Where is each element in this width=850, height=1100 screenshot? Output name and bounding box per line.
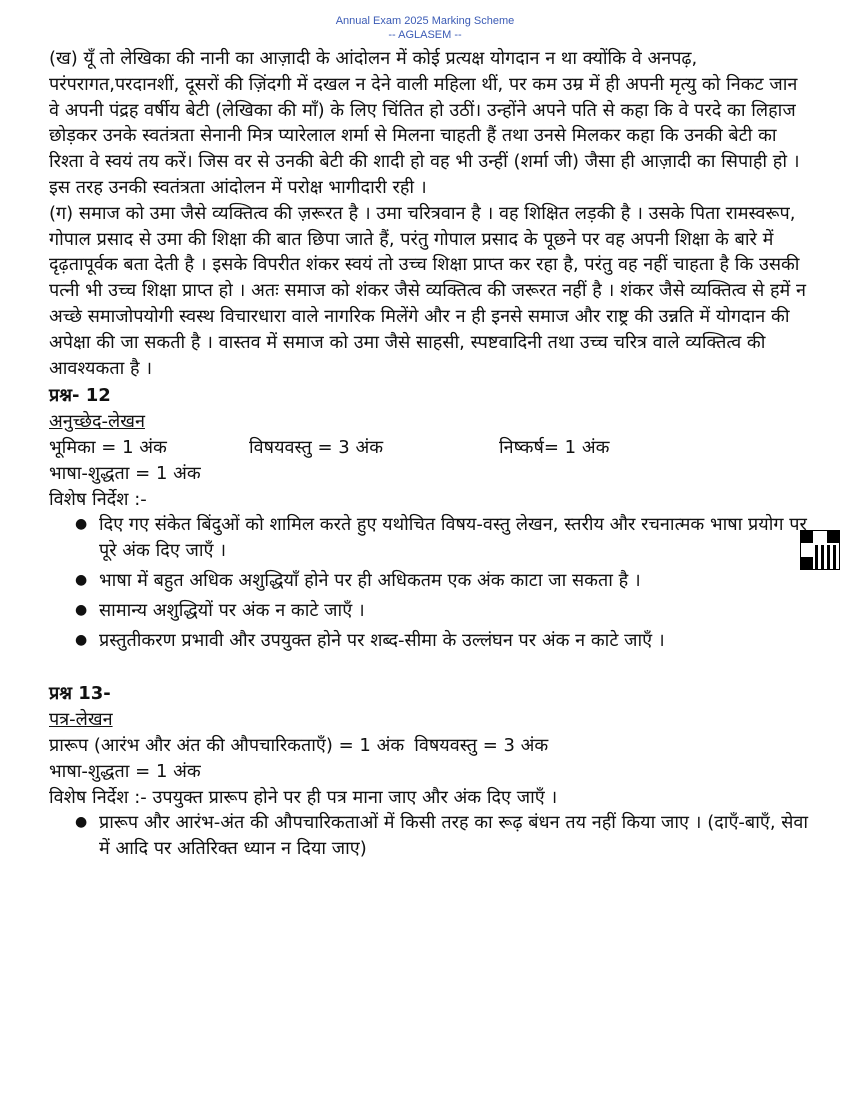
q12-marks-row [49, 435, 811, 461]
answer-ga: (ग) समाज को उमा जैसे व्यक्तित्व की ज़रूरत है । उमा चरित्रवान है । वह शिक्षित लड़की है । उसके पिता रामस्वरूप, गोपाल प्रसाद से उमा की शिक्षा की बात छिपा जाते हैं, परंतु गोपाल प्रसाद के पूछने पर वह अपनी शिक्षा के बारे में दृढ़तापूर्वक बता देती है । इसके विपरीत शंकर स्वयं तो उच्च शिक्षा प्राप्त कर रहा है, परंतु वह नहीं चाहता है कि उसकी पत्नी भी उच्च शिक्षा प्राप्त हो । अतः समाज को शंकर जैसे व्यक्तित्व की जरूरत नहीं है । शंकर जैसे व्यक्तित्व से हमें न अच्छे समाजोपयोगी स्वस्थ विचारधारा वाले नागरिक मिलेंगे और न ही इनसे समाज और राष्ट्र की उन्नति में योगदान की अपेक्षा की जा सकती है । वास्तव में समाज को उमा जैसे साहसी, स्पष्टवादिनी तथा उच्च चरित्र वाले व्यक्तित्व की आवश्यकता है । [49, 202, 807, 379]
q13-subheading: पत्र-लेखन [49, 709, 113, 731]
q12-marks-language: भाषा-शुद्धता = 1 अंक [49, 462, 201, 484]
page-header [0, 14, 850, 42]
q13-marks-content: विषयवस्तु = 3 अंक [414, 734, 549, 756]
q12-marks-conclusion: निष्कर्ष= 1 अंक [499, 436, 610, 458]
q12-special-label: विशेष निर्देश :- [49, 488, 147, 510]
list-item: ● दिए गए संकेत बिंदुओं को शामिल करते हुए यथोचित विषय-वस्तु लेखन, स्तरीय और रचनात्मक भाषा प्रयोग पर पूरे अंक दिए जाएँ । [99, 512, 811, 564]
q12-marks-intro: भूमिका = 1 अंक [49, 436, 167, 458]
list-item: ● प्रस्तुतीकरण प्रभावी और उपयुक्त होने पर शब्द-सीमा के उल्लंघन पर अंक न काटे जाएँ । [99, 628, 811, 654]
q12-marks-content: विषयवस्तु = 3 अंक [249, 436, 384, 458]
q12-heading: प्रश्न- 12 [49, 385, 111, 407]
list-item: ● सामान्य अशुद्धियों पर अंक न काटे जाएँ । [99, 598, 811, 624]
q13-special: विशेष निर्देश :- उपयुक्त प्रारूप होने पर ही पत्र माना जाए और अंक दिए जाएँ । [49, 786, 558, 808]
header-title: Annual Exam 2025 Marking Scheme [335, 15, 515, 27]
q13-marks-language: भाषा-शुद्धता = 1 अंक [49, 760, 201, 782]
list-item: ● भाषा में बहुत अधिक अशुद्धियाँ होने पर ही अधिकतम एक अंक काटा जा सकता है । [99, 568, 811, 594]
list-item: ● प्रारूप और आरंभ-अंत की औपचारिकताओं में किसी तरह का रूढ़ बंधन तय नहीं किया जाए । (दाएँ-बाएँ, सेवा में आदि पर अतिरिक्त ध्यान न दिया जाए) [99, 810, 811, 862]
q12-subheading: अनुच्छेद-लेखन [49, 411, 145, 433]
q12-bullet-list [49, 512, 811, 653]
q13-bullet-list [49, 810, 811, 862]
document-body [49, 46, 811, 866]
q13-heading: प्रश्न 13- [49, 683, 111, 705]
answer-kha: (ख) यूँ तो लेखिका की नानी का आज़ादी के आंदोलन में कोई प्रत्यक्ष योगदान न था क्योंकि वे अनपढ़, परंपरागत,परदानशीं, दूसरों की ज़िंदगी में दखल न देने वाली महिला थीं, पर कम उम्र में ही अपनी मृत्यु को निकट जान वे अपनी पंद्रह वर्षीय बेटी (लेखिका की माँ) के लिए चिंतित हो उठीं। उन्होंने अपने पति से कहा कि वे परदे का लिहाज छोड़कर उनके स्वतंत्रता सेनानी मित्र प्यारेलाल शर्मा से मिलना चाहती हैं तथा उनसे मिलकर कहा कि उनकी बेटी का रिश्ता वे स्वयं तय करें। जिस वर से उनकी बेटी की शादी हो वह भी उन्हीं (शर्मा जी) जैसा ही आज़ादी का सिपाही हो । इस तरह उनकी स्वतंत्रता आंदोलन में परोक्ष भागीदारी रही । [49, 48, 800, 198]
header-site: -- AGLASEM -- [388, 29, 462, 41]
q13-marks-row [49, 733, 811, 759]
q13-marks-format: प्रारूप (आरंभ और अंत की औपचारिकताएँ) = 1 अंक [49, 734, 405, 756]
